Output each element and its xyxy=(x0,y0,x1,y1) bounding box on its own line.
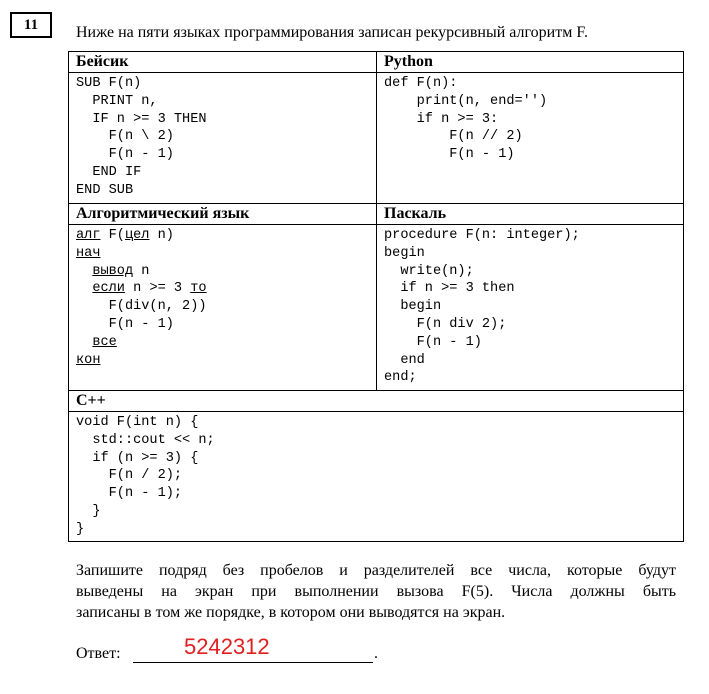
cpp-code: void F(int n) { std::cout << n; if (n >= 3) { F(n / 2); F(n - 1); } } xyxy=(76,415,215,537)
algo-code-cell xyxy=(69,225,377,391)
basic-code: SUB F(n) PRINT n, IF n >= 3 THEN F(n \ 2) F(n - 1) END IF END SUB xyxy=(76,76,207,198)
kw-esli: если xyxy=(92,281,125,297)
cpp-code-cell xyxy=(69,412,684,542)
basic-code-cell xyxy=(69,73,377,204)
basic-header: Бейсик xyxy=(69,52,377,73)
pascal-header: Паскаль xyxy=(377,204,684,225)
pascal-code-cell xyxy=(377,225,684,391)
cpp-header: C++ xyxy=(69,391,684,412)
python-code-cell xyxy=(377,73,684,204)
kw-alg: алг xyxy=(76,228,101,243)
python-code: def F(n): print(n, end='') if n >= 3: F(n // 2) F(n - 1) xyxy=(384,76,548,163)
algo-code: алг F(цел n) нач вывод n если n >= 3 то F(div(n, 2)) F(n - 1) все кон xyxy=(76,228,207,368)
answer-period: . xyxy=(374,645,378,662)
kw-to: то xyxy=(190,281,207,297)
kw-kon: кон xyxy=(76,352,101,368)
answer-value[interactable]: 5242312 xyxy=(184,634,270,659)
kw-nach: нач xyxy=(76,245,101,261)
kw-cel: цел xyxy=(124,228,150,243)
kw-vse: все xyxy=(92,334,117,350)
task-intro: Ниже на пяти языках программирования записан рекурсивный алгоритм F. xyxy=(76,24,588,41)
question-line-2: выведены на экран при выполнении вызова F(5). Числа должны быть xyxy=(76,583,676,600)
answer-field-line[interactable] xyxy=(133,662,373,663)
question-text xyxy=(76,560,676,623)
answer-label: Ответ: xyxy=(76,645,121,662)
algo-header: Алгоритмический язык xyxy=(69,204,377,225)
pascal-code: procedure F(n: integer); begin write(n); if n >= 3 then begin F(n div 2); F(n - 1) end end; xyxy=(384,228,580,386)
code-table xyxy=(68,51,684,542)
kw-vyvod: вывод xyxy=(92,263,134,279)
question-line-3: записаны в том же порядке, в котором они выводятся на экран. xyxy=(76,604,506,621)
question-line-1: Запишите подряд без пробелов и разделителей все числа, которые будут xyxy=(76,562,676,579)
python-header: Python xyxy=(377,52,684,73)
task-number: 11 xyxy=(10,12,52,38)
